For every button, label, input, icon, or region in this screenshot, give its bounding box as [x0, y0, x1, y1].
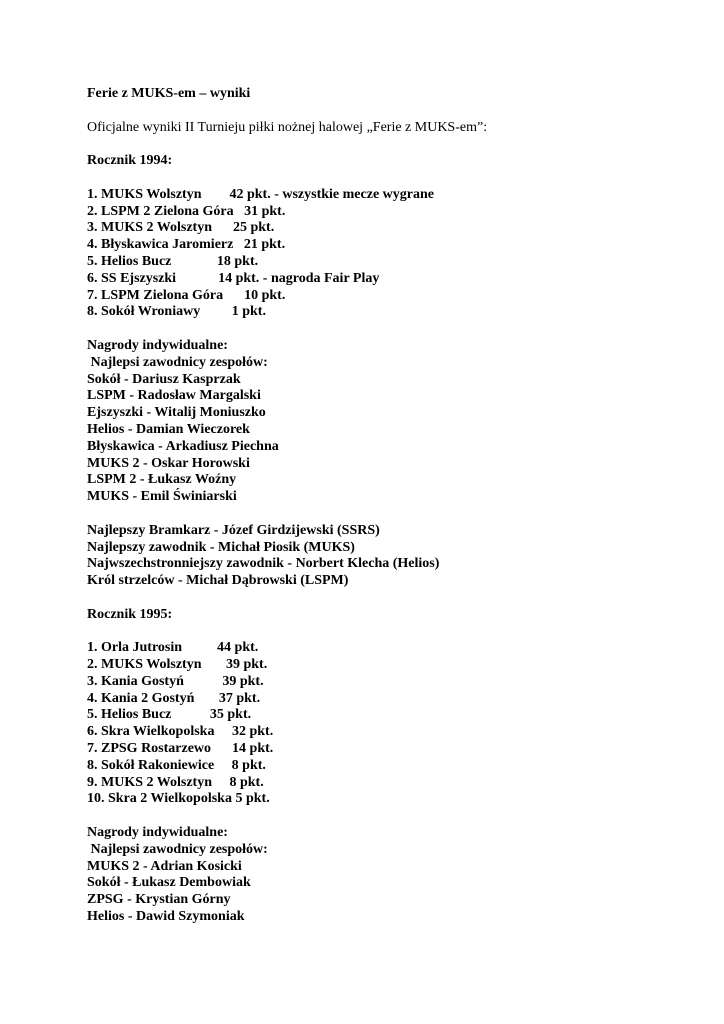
standings-row: 7. LSPM Zielona Góra 10 pkt.: [87, 287, 286, 303]
section-1995-heading: Rocznik 1995:: [87, 606, 173, 622]
section-1994-heading: Rocznik 1994:: [87, 153, 173, 169]
standings-row: 4. Kania 2 Gostyń 37 pkt.: [87, 690, 261, 706]
best-player-item: LSPM - Radosław Margalski: [87, 388, 261, 404]
best-players-1994: [87, 372, 707, 506]
best-player-item: ZPSG - Krystian Górny: [87, 892, 231, 908]
best-players-heading-1994: Najlepsi zawodnicy zespołów:: [87, 354, 268, 370]
document-title: Ferie z MUKS-em – wyniki: [87, 86, 251, 101]
best-player-item: MUKS 2 - Adrian Kosicki: [87, 858, 242, 874]
best-players-heading-1995: Najlepsi zawodnicy zespołów:: [87, 841, 268, 857]
standings-row: 7. ZPSG Rostarzewo 14 pkt.: [87, 741, 274, 757]
standings-row: 8. Sokół Wroniawy 1 pkt.: [87, 304, 266, 320]
best-player-item: LSPM 2 - Łukasz Woźny: [87, 472, 237, 488]
standings-row: 5. Helios Bucz 35 pkt.: [87, 707, 252, 723]
best-player-item: Sokół - Dariusz Kasprzak: [87, 371, 241, 387]
intro-paragraph: Oficjalne wyniki II Turnieju piłki nożnej halowej „Ferie z MUKS-em”:: [87, 119, 488, 135]
standings-row: 5. Helios Bucz 18 pkt.: [87, 253, 259, 269]
best-player-item: Sokół - Łukasz Dembowiak: [87, 875, 251, 891]
spacer: [87, 808, 707, 825]
awards-heading-1994: Nagrody indywidualne:: [87, 337, 228, 353]
special-award-item: Najlepszy Bramkarz - Józef Girdzijewski (SSRS): [87, 522, 380, 538]
special-award-item: Najlepszy zawodnik - Michał Piosik (MUKS): [87, 539, 355, 555]
spacer: [87, 170, 707, 187]
best-players-1995: [87, 859, 707, 926]
standings-row: 2. LSPM 2 Zielona Góra 31 pkt.: [87, 203, 286, 219]
standings-row: 1. Orla Jutrosin 44 pkt.: [87, 640, 259, 656]
standings-1995: [87, 640, 707, 808]
standings-1994: [87, 187, 707, 321]
best-player-item: Błyskawica - Arkadiusz Piechna: [87, 438, 279, 454]
best-player-item: MUKS - Emil Świniarski: [87, 489, 237, 505]
best-player-item: Helios - Dawid Szymoniak: [87, 909, 245, 925]
standings-row: 4. Błyskawica Jaromierz 21 pkt.: [87, 237, 286, 253]
standings-row: 2. MUKS Wolsztyn 39 pkt.: [87, 657, 268, 673]
special-award-item: Najwszechstronniejszy zawodnik - Norbert Klecha (Helios): [87, 556, 440, 572]
standings-row: 1. MUKS Wolsztyn 42 pkt. - wszystkie mecze wygrane: [87, 186, 434, 202]
standings-row: 6. SS Ejszyszki 14 pkt. - nagroda Fair Play: [87, 270, 380, 286]
standings-row: 3. Kania Gostyń 39 pkt.: [87, 673, 264, 689]
special-award-item: Król strzelców - Michał Dąbrowski (LSPM): [87, 573, 349, 589]
spacer: [87, 321, 707, 338]
spacer: [87, 136, 707, 153]
best-player-item: Ejszyszki - Witalij Moniuszko: [87, 405, 266, 421]
standings-row: 10. Skra 2 Wielkopolska 5 pkt.: [87, 791, 270, 807]
awards-heading-1995: Nagrody indywidualne:: [87, 825, 228, 841]
special-awards-1994: [87, 523, 707, 590]
spacer: [87, 506, 707, 523]
best-player-item: Helios - Damian Wieczorek: [87, 421, 250, 437]
spacer: [87, 624, 707, 641]
spacer: [87, 590, 707, 607]
standings-row: 8. Sokół Rakoniewice 8 pkt.: [87, 757, 266, 773]
document-page: [87, 86, 707, 926]
spacer: [87, 103, 707, 120]
standings-row: 3. MUKS 2 Wolsztyn 25 pkt.: [87, 220, 275, 236]
best-player-item: MUKS 2 - Oskar Horowski: [87, 455, 250, 471]
standings-row: 6. Skra Wielkopolska 32 pkt.: [87, 724, 274, 740]
standings-row: 9. MUKS 2 Wolsztyn 8 pkt.: [87, 774, 264, 790]
